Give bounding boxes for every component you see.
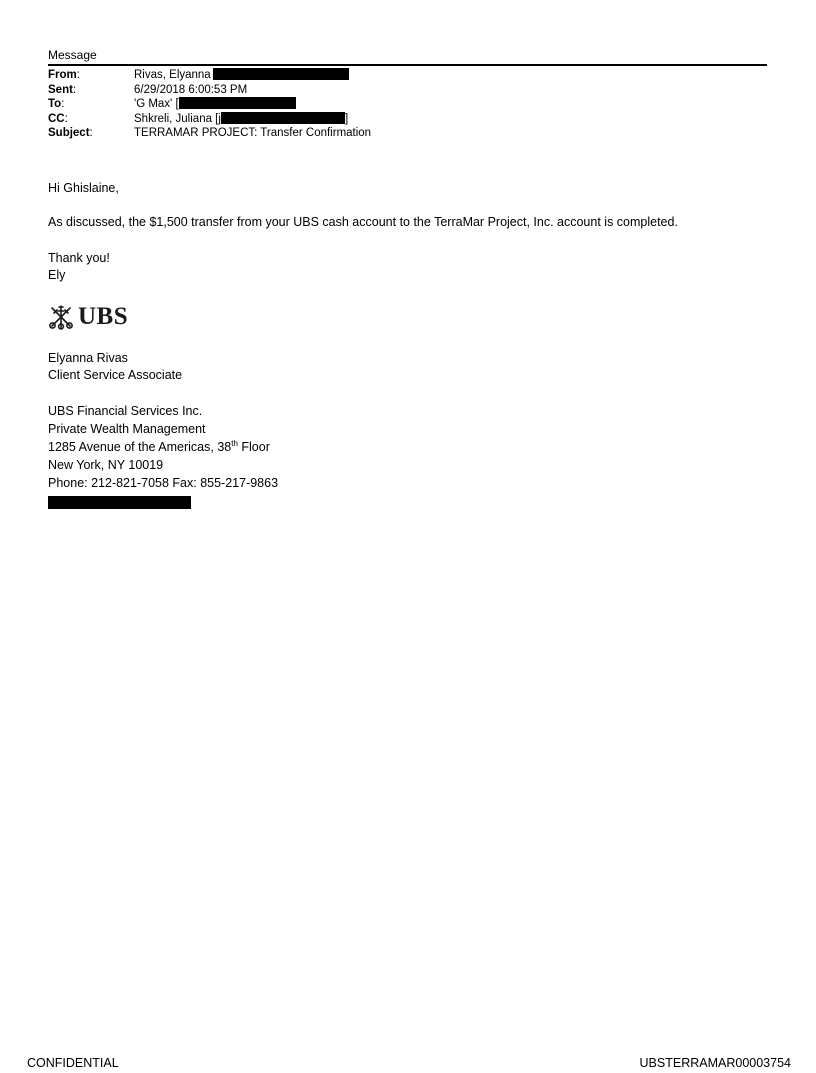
signature-phone: Phone: 212-821-7058 Fax: 855-217-9863 [48,476,279,490]
message-paragraph: As discussed, the $1,500 transfer from your UBS cash account to the TerraMar Project, Inc. account is completed. [48,215,678,229]
document-page: Message From: Rivas, Elyanna Sent: 6/29/2018 6:00:53 PM To: 'G Max' [ CC: Shkreli, Juliana [j ] Subject: TERRAMAR PROJECT: Transfer Confirmation Hi Ghislaine, As discussed, the $1,500 transfer from your UBS cash account to the TerraMar Project, Inc. account is completed. Thank you! Ely UBS Elyanna Rivas Client Service Associate UBS Financial Services Inc. Private Wealth Management 1285 Avenue of the Americas, 38th Floor New York, NY 10019 Phone: 212-821-7058 Fax: 855-217-9863 CONFIDENTIAL UBSTERRAMAR00003754 [27,48,791,1070]
signature-division: Private Wealth Management [48,422,206,436]
signature-name: Elyanna Rivas [48,351,128,365]
subject-value: TERRAMAR PROJECT: Transfer Confirmation [134,127,372,139]
header-divider [48,64,767,66]
thanks-line: Thank you! [48,251,110,265]
from-label: From [48,69,77,81]
greeting: Hi Ghislaine, [48,181,119,195]
confidential-label: CONFIDENTIAL [27,1056,119,1070]
to-label: To [48,98,62,110]
signature-city: New York, NY 10019 [48,458,164,472]
redaction-bar [179,97,296,109]
from-value: Rivas, Elyanna [134,69,211,81]
redaction-bar [48,496,191,509]
bates-number: UBSTERRAMAR00003754 [639,1056,791,1070]
subject-label: Subject [48,127,90,139]
sent-value: 6/29/2018 6:00:53 PM [134,83,248,96]
signature-address: 1285 Avenue of the Americas, 38th Floor [48,439,270,454]
signature-title: Client Service Associate [48,368,183,382]
signoff-line: Ely [48,268,66,282]
ubs-logo-text: UBS [78,303,129,330]
redaction-bar [213,68,349,80]
sent-label: Sent [48,83,73,96]
message-label: Message [48,48,97,62]
cc-label: CC [48,112,65,125]
signature-company: UBS Financial Services Inc. [48,404,203,418]
ubs-logo [48,303,128,331]
to-value: 'G Max' [ [134,98,179,110]
ubs-keys-icon [48,304,74,330]
redaction-bar [221,112,345,124]
cc-value: Shkreli, Juliana [j [134,112,221,125]
